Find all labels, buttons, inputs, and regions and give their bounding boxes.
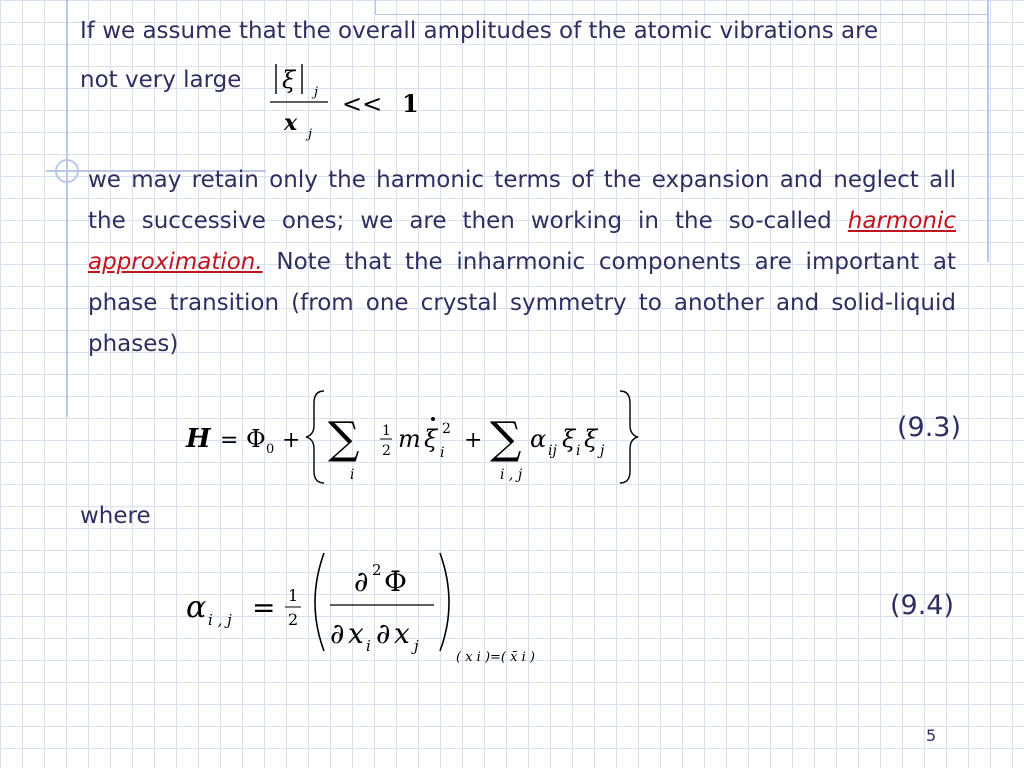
x-i-subscript: i — [366, 637, 371, 655]
sum1-index: i — [350, 467, 355, 483]
alpha-symbol: α — [530, 425, 547, 453]
harmonic-text-before: we may retain only the harmonic terms of the expansion and neglect all the successive ones; we are then working in the so-called — [88, 167, 956, 234]
harmonic-text-after: Note that the inharmonic components are important at phase transition (from one crystal symmetry to another and solid-liquid phases) — [88, 249, 956, 357]
xi-symbol: ξ — [282, 66, 296, 94]
plus-sign: + — [282, 428, 301, 453]
one-value: 1 — [402, 89, 419, 118]
sum2-index: i , j — [500, 467, 523, 483]
half-numerator: 1 — [382, 423, 391, 439]
right-paren-94 — [440, 553, 449, 651]
right-vertical-rule — [987, 0, 989, 262]
x-subscript: j — [308, 127, 313, 142]
intro-paragraph — [80, 11, 960, 101]
alpha-subscript-94: i , j — [208, 611, 232, 629]
harmonic-paragraph — [88, 160, 956, 365]
partial-superscript: 2 — [372, 561, 382, 579]
time-derivative-dot — [431, 417, 435, 421]
xi-superscript: 2 — [442, 421, 451, 437]
left-paren-94 — [315, 553, 324, 651]
equals-sign-94: = — [252, 591, 276, 624]
intro-line-2: not very large — [80, 67, 242, 93]
xi-i-subscript: i — [576, 443, 581, 459]
xi-j-subscript: j — [600, 443, 605, 459]
x-i-symbol: x — [348, 617, 364, 650]
right-brace — [620, 391, 638, 483]
summation-sign-1: ∑ — [328, 413, 360, 464]
left-brace — [306, 391, 324, 483]
amplitude-condition-equation — [262, 60, 432, 148]
equals-sign: = — [220, 428, 239, 453]
partial-numerator: ∂ — [354, 565, 369, 598]
xi-dot-symbol: ξ — [424, 425, 438, 453]
xi-j-symbol: ξ — [584, 425, 598, 453]
hamiltonian-equation — [180, 385, 650, 490]
partial-xi: ∂ — [330, 617, 345, 650]
xi-subscript: j — [314, 85, 319, 100]
half-denominator-94: 2 — [288, 610, 299, 629]
x-j-subscript: j — [414, 637, 419, 655]
xi-subscript-i: i — [440, 445, 445, 461]
evaluation-condition: ( x i )=( x̄ i ) — [456, 650, 535, 665]
alpha-symbol-94: α — [186, 590, 207, 625]
equation-number-9-3: (9.3) — [897, 412, 962, 443]
x-symbol: x — [284, 110, 298, 136]
half-numerator-94: 1 — [288, 586, 299, 605]
x-j-symbol: x — [394, 617, 410, 650]
phi-symbol: Φ — [246, 425, 266, 453]
hamiltonian-symbol: H — [186, 424, 211, 454]
partial-xj: ∂ — [376, 617, 391, 650]
half-denominator: 2 — [382, 443, 391, 459]
crosshair-circle-icon — [55, 159, 79, 183]
equation-number-9-4: (9.4) — [890, 590, 955, 621]
force-constant-equation — [180, 545, 580, 670]
summation-sign-2: ∑ — [490, 413, 522, 464]
intro-line-1: If we assume that the overall amplitudes of the atomic vibrations are — [80, 18, 879, 44]
harmonic-approximation-term: harmonic approximation. — [88, 208, 956, 275]
left-vertical-rule — [66, 0, 68, 417]
phi-symbol-94: Φ — [384, 565, 407, 598]
mass-symbol: m — [398, 425, 421, 453]
alpha-subscript: ij — [548, 443, 557, 459]
xi-i-symbol: ξ — [562, 425, 576, 453]
where-label: where — [80, 503, 151, 529]
slide-number: 5 — [926, 726, 937, 745]
much-less-than: << — [342, 90, 383, 118]
plus-sign-2: + — [464, 428, 483, 453]
phi-subscript: 0 — [266, 442, 275, 457]
